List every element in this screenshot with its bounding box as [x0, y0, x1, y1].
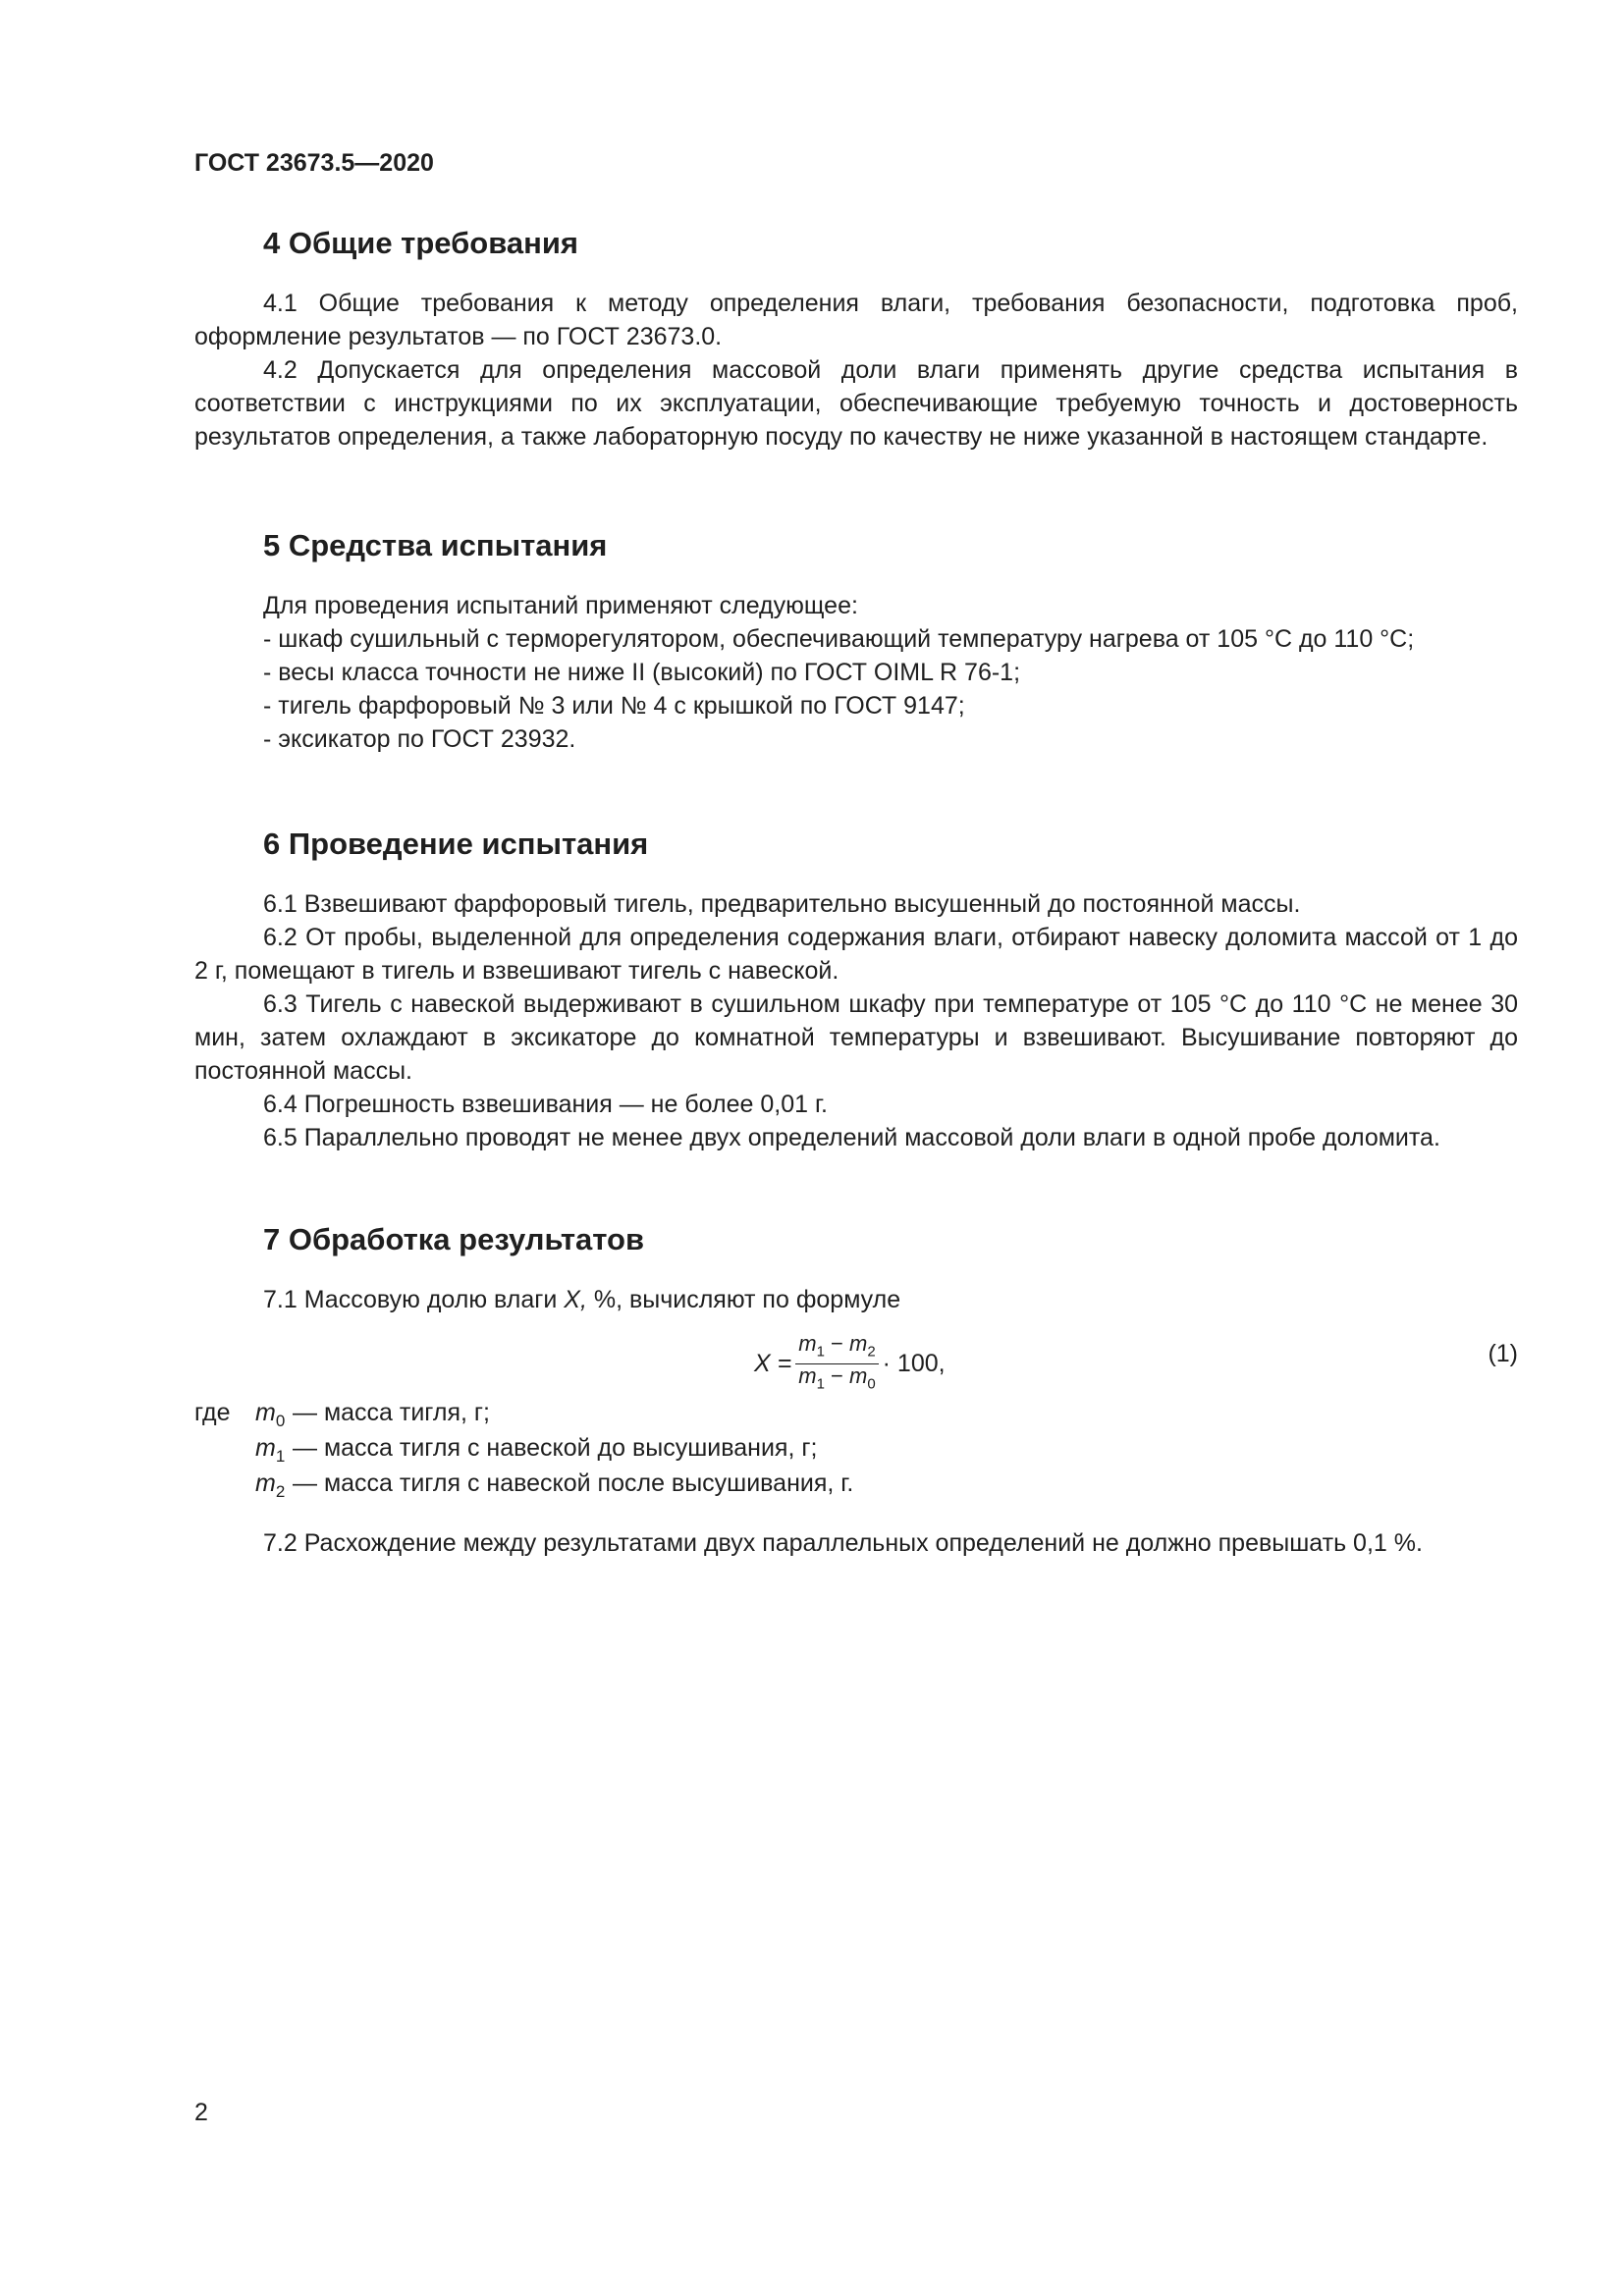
formula-numerator: $m_1 - m_2$	[795, 1332, 878, 1364]
section-7	[194, 1220, 1518, 1560]
formula-fraction	[795, 1332, 878, 1397]
paragraph-7-2: 7.2 Расхождение между результатами двух параллельных определений не должно превышать 0,1 %.	[263, 1529, 1423, 1557]
section-4-title: 4 Общие требования	[263, 226, 578, 260]
section-5-title: 5 Средства испытания	[263, 528, 608, 562]
formula-lhs: X =	[754, 1350, 792, 1378]
formula-1	[194, 1328, 1518, 1393]
legend-symbol: $m_1$	[255, 1434, 286, 1466]
section-4	[194, 224, 1518, 454]
paragraph-7-1-start: 7.1 Массовую долю влаги	[263, 1286, 565, 1313]
legend-row-m1	[194, 1430, 1518, 1466]
variable-x: X,	[564, 1286, 587, 1313]
legend-symbol: $m_0$	[255, 1399, 286, 1430]
paragraph-4-2: 4.2 Допускается для определения массовой доли влаги применять другие средства испытания в соответствии с инструкциями по их эксплуатации, обеспечивающие требуемую точность и достоверность результатов определения, а также лабораторную посуду по качеству не ниже указанной в настоящем стандарте.	[194, 356, 1518, 451]
formula-number: (1)	[1488, 1340, 1518, 1367]
list-item-desiccator: - эксикатор по ГОСТ 23932.	[263, 725, 576, 753]
list-item-oven: - шкаф сушильный с терморегулятором, обеспечивающий температуру нагрева от 105 °С до 110 °С;	[263, 625, 1415, 653]
paragraph-6-3: 6.3 Тигель с навеской выдерживают в сушильном шкафу при температуре от 105 °С до 110 °С не менее 30 мин, затем охлаждают в эксикаторе до комнатной температуры и взвешивают. Высушивание повторяют до постоянной массы.	[194, 990, 1518, 1085]
paragraph-6-1: 6.1 Взвешивают фарфоровый тигель, предварительно высушенный до постоянной массы.	[263, 890, 1301, 918]
legend-row-m2	[194, 1466, 1518, 1501]
list-item-scales: - весы класса точности не ниже II (высокий) по ГОСТ OIML R 76-1;	[263, 659, 1021, 686]
page-number: 2	[194, 2099, 208, 2126]
paragraph-4-1: 4.1 Общие требования к методу определения влаги, требования безопасности, подготовка проб, оформление результатов — по ГОСТ 23673.0.	[194, 290, 1518, 350]
section-5	[194, 526, 1518, 756]
formula-tail: · 100,	[882, 1350, 946, 1378]
document-code: ГОСТ 23673.5—2020	[194, 149, 434, 177]
paragraph-6-5: 6.5 Параллельно проводят не менее двух определений массовой доли влаги в одной пробе доломита.	[263, 1124, 1440, 1151]
section-6	[194, 825, 1518, 1154]
paragraph-7-1	[194, 1283, 1518, 1316]
legend-definition: — масса тигля, г;	[293, 1399, 490, 1426]
section-5-intro: Для проведения испытаний применяют следующее:	[263, 592, 858, 619]
paragraph-6-2: 6.2 От пробы, выделенной для определения содержания влаги, отбирают навеску доломита массой от 1 до 2 г, помещают в тигель и взвешивают тигель с навеской.	[194, 924, 1518, 985]
legend-where: где	[194, 1399, 231, 1426]
paragraph-7-1-end: %, вычисляют по формуле	[586, 1286, 901, 1313]
list-item-crucible: - тигель фарфоровый № 3 или № 4 с крышкой по ГОСТ 9147;	[263, 692, 965, 720]
legend-row-m0	[194, 1395, 1518, 1430]
formula-denominator: $m_1 - m_0$	[798, 1363, 876, 1393]
formula-expression	[754, 1332, 946, 1397]
paragraph-6-4: 6.4 Погрешность взвешивания — не более 0,01 г.	[263, 1091, 828, 1118]
legend-definition: — масса тигля с навеской после высушивания, г.	[293, 1469, 854, 1497]
section-7-title: 7 Обработка результатов	[263, 1222, 645, 1256]
legend-symbol: $m_2$	[255, 1469, 286, 1501]
legend-definition: — масса тигля с навеской до высушивания, г;	[293, 1434, 818, 1462]
section-6-title: 6 Проведение испытания	[263, 827, 649, 861]
